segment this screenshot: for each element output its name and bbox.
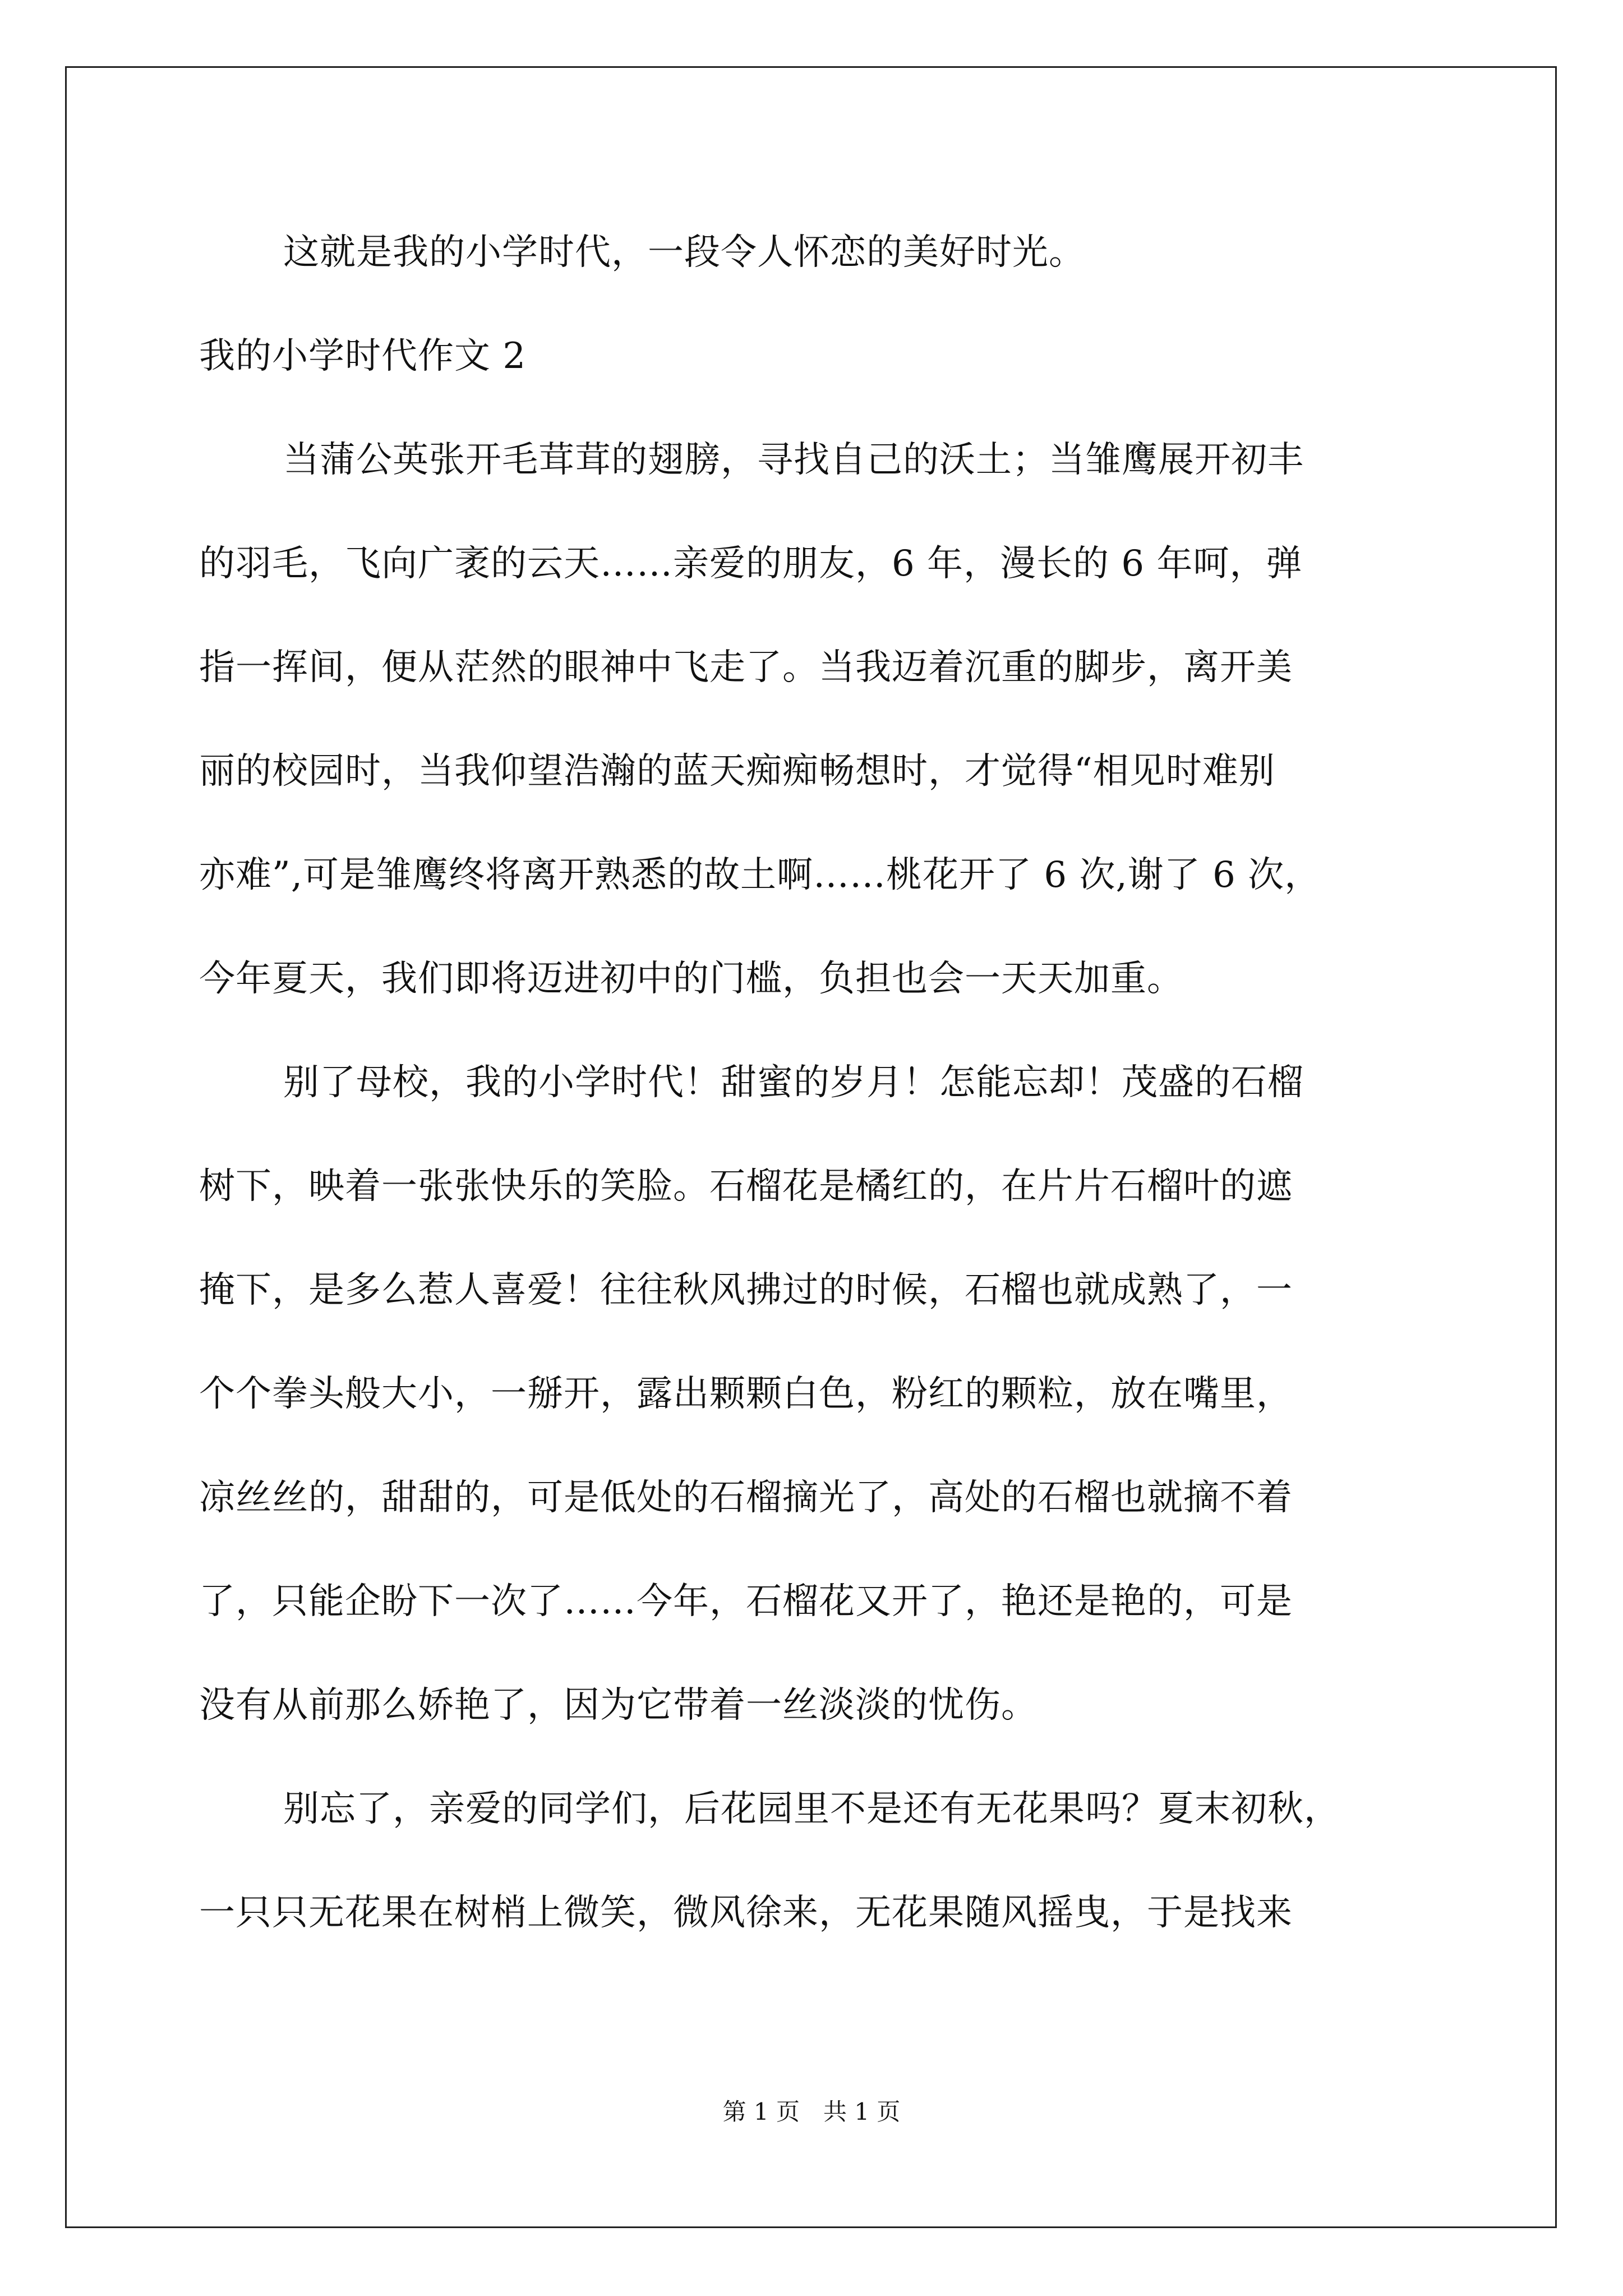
text-line: 树下，映着一张张快乐的笑脸。石榴花是橘红的，在片片石榴叶的遮 [199,1166,1293,1207]
text-line: 凉丝丝的，甜甜的，可是低处的石榴摘光了，高处的石榴也就摘不着 [199,1477,1293,1519]
text-line: 个个拳头般大小，一掰开，露出颗颗白色，粉红的颗粒，放在嘴里， [199,1373,1293,1415]
section-title: 我的小学时代作文 2 [199,335,527,377]
text-line: 指一挥间，便从茫然的眼神中飞走了。当我迈着沉重的脚步，离开美 [199,647,1293,688]
text-line: 掩下，是多么惹人喜爱！往往秋风拂过的时候，石榴也就成熟了，一 [199,1269,1293,1311]
text-line: 这就是我的小学时代，一段令人怀恋的美好时光。 [283,232,1085,273]
page-number-footer: 第 1 页 共 1 页 [722,2098,901,2125]
text-line: 没有从前那么娇艳了，因为它带着一丝淡淡的忧伤。 [199,1685,1038,1726]
text-line: 丽的校园时，当我仰望浩瀚的蓝天痴痴畅想时，才觉得“相见时难别 [199,751,1275,792]
text-line: 了，只能企盼下一次了……今年，石榴花又开了，艳还是艳的，可是 [199,1581,1293,1622]
text-line: 的羽毛，飞向广袤的云天……亲爱的朋友，6 年，漫长的 6 年呵，弹 [199,543,1303,585]
text-line: 一只只无花果在树梢上微笑，微风徐来，无花果随风摇曳，于是找来 [199,1892,1293,1934]
text-line: 今年夏天，我们即将迈进初中的门槛，负担也会一天天加重。 [199,958,1183,1000]
text-line: 亦难”,可是雏鹰终将离开熟悉的故土啊……桃花开了 6 次,谢了 6 次， [199,854,1321,896]
text-line: 别了母校，我的小学时代！甜蜜的岁月！怎能忘却！茂盛的石榴 [283,1062,1304,1103]
text-line: 当蒲公英张开毛茸茸的翅膀，寻找自己的沃土；当雏鹰展开初丰 [283,439,1304,481]
text-line: 别忘了，亲爱的同学们，后花园里不是还有无花果吗？夏末初秋， [283,1788,1340,1830]
